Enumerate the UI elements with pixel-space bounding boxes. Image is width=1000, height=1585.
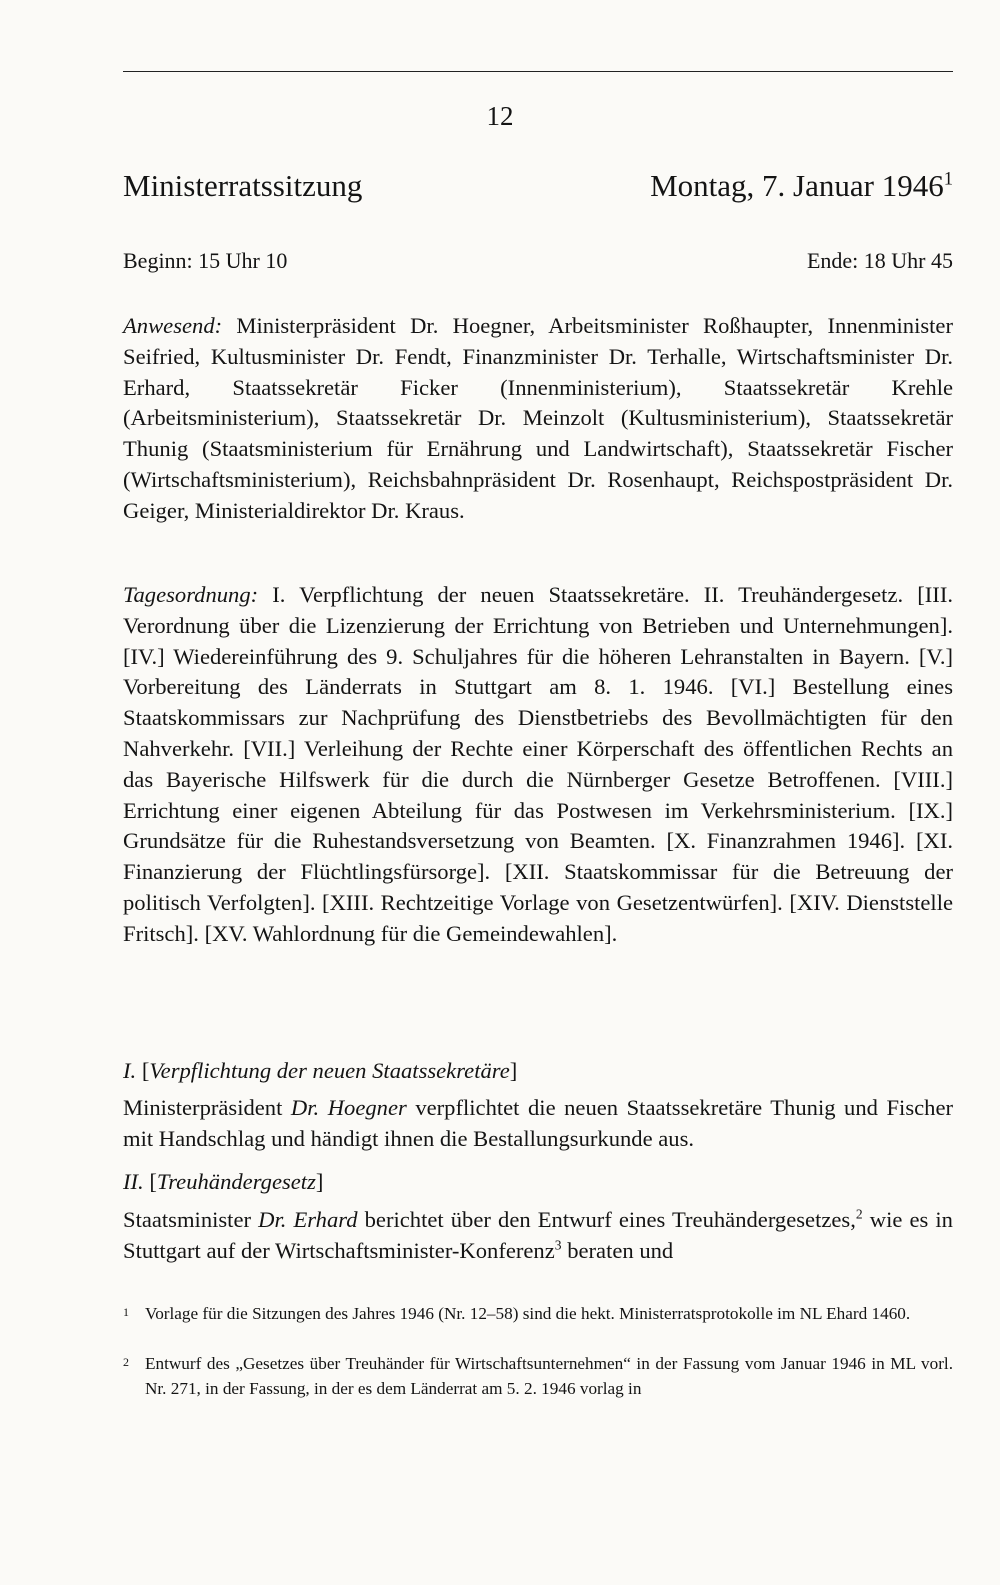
section-2-text-b: berichtet über den Entwurf eines Treuhändergesetzes, (357, 1207, 856, 1232)
section-2-text (123, 1205, 953, 1267)
footnote-1 (123, 1302, 953, 1327)
footnote-2 (123, 1352, 953, 1401)
section-2-text-a: Staatsminister (123, 1207, 259, 1232)
section-2-title: Treuhändergesetz (156, 1169, 316, 1194)
section-2-speaker: Dr. Erhard (258, 1207, 358, 1232)
section-2-text-d: beraten und (561, 1237, 674, 1263)
agenda-label: Tagesordnung: (123, 582, 259, 607)
section-1-speaker: Dr. Hoegner (290, 1095, 407, 1120)
session-heading (123, 168, 953, 204)
footnote-1-text: Vorlage für die Sitzungen des Jahres 1946 (Nr. 12–58) sind die hekt. Ministerratsprotokolle im NL Ehard 1460. (145, 1304, 911, 1323)
footnote-1-mark: 1 (123, 1305, 129, 1319)
section-1-text (123, 1093, 953, 1155)
section-1-heading: I. [Verpflichtung der neuen Staatssekretäre] (123, 1058, 518, 1083)
section-1-text-a: Ministerpräsident (123, 1095, 291, 1120)
section-1-text-b: verpflichtet die neuen Staatssekretäre Thunig und Fischer mit Handschlag und händigt ihnen die Bestallungsurkunde aus. (123, 1095, 953, 1151)
footnote-2-mark: 2 (123, 1355, 129, 1369)
session-date (650, 168, 953, 204)
section-1-title: Verpflichtung der neuen Staatssekretäre (149, 1058, 510, 1083)
agenda-paragraph (123, 580, 953, 950)
footnote-ref-1[interactable]: 1 (943, 168, 953, 190)
section-2-number: II. (123, 1169, 144, 1194)
header-rule (123, 71, 953, 72)
section-2-heading: II. [Treuhändergesetz] (123, 1169, 324, 1194)
footnote-ref-2[interactable]: 2 (855, 1206, 863, 1222)
agenda-text: I. Verpflichtung der neuen Staatssekretäre. II. Treuhändergesetz. [III. Verordnung über die Lizenzierung der Errichtung von Betrieben und Unternehmungen]. [IV.] Wiedereinführung des 9. Schuljahres für die höheren Lehranstalten in Bayern. [V.] Vorbereitung des Länderrats in Stuttgart am 8. 1. 1946. [VI.] Bestellung eines Staatskommissars zur Nachprüfung des Dienstbetriebs des Bevollmächtigten für den Nahverkehr. [VII.] Verleihung der Rechte einer Körperschaft des öffentlichen Rechts an das Bayerische Hilfswerk für die durch die Nürnberger Gesetze Betroffenen. [VIII.] Errichtung einer eigenen Abteilung für das Postwesen im Verkehrsministerium. [IX.] Grundsätze für die Ruhestandsversetzung von Beamten. [X. Finanzrahmen 1946]. [XI. Finanzierung der Flüchtlingsfürsorge]. [XII. Staatskommissar für die Betreuung der politisch Verfolgten]. [XIII. Rechtzeitige Vorlage von Gesetzentwürfen]. [XIV. Dienststelle Fritsch]. [XV. Wahlordnung für die Gemeindewahlen]. (123, 582, 953, 946)
session-date-text: Montag, 7. Januar 1946 (650, 168, 944, 203)
attendance-text: Ministerpräsident Dr. Hoegner, Arbeitsminister Roßhaupter, Innenminister Seifried, Kultusminister Dr. Fendt, Finanzminister Dr. Terhalle, Wirtschaftsminister Dr. Erhard, Staatssekretär Ficker (Innenministerium), Staatssekretär Krehle (Arbeitsministerium), Staatssekretär Dr. Meinzolt (Kultusministerium), Staatssekretär Thunig (Staatsministerium für Ernährung und Landwirtschaft), Staatssekretär Fischer (Wirtschaftsministerium), Reichsbahnpräsident Dr. Rosenhaupt, Reichspostpräsident Dr. Geiger, Ministerialdirektor Dr. Kraus. (123, 313, 953, 523)
section-1-number: I. (123, 1058, 137, 1083)
session-times (123, 248, 953, 274)
session-title: Ministerratssitzung (123, 168, 363, 203)
page-number: 12 (486, 101, 514, 131)
start-time: Beginn: 15 Uhr 10 (123, 248, 288, 273)
end-time: Ende: 18 Uhr 45 (806, 248, 953, 273)
footnote-2-text: Entwurf des „Gesetzes über Treuhänder für Wirtschaftsunternehmen“ in der Fassung vom Januar 1946 in ML vorl. Nr. 271, in der Fassung, in der es dem Länderrat am 5. 2. 1946 vorlag in (145, 1354, 953, 1398)
footnote-ref-3[interactable]: 3 (554, 1237, 562, 1253)
section-2-text-c: wie es in Stuttgart auf der Wirtschaftsminister-Konferenz (123, 1207, 953, 1263)
attendance-label: Anwesend: (123, 313, 223, 338)
attendance-paragraph (123, 311, 953, 527)
